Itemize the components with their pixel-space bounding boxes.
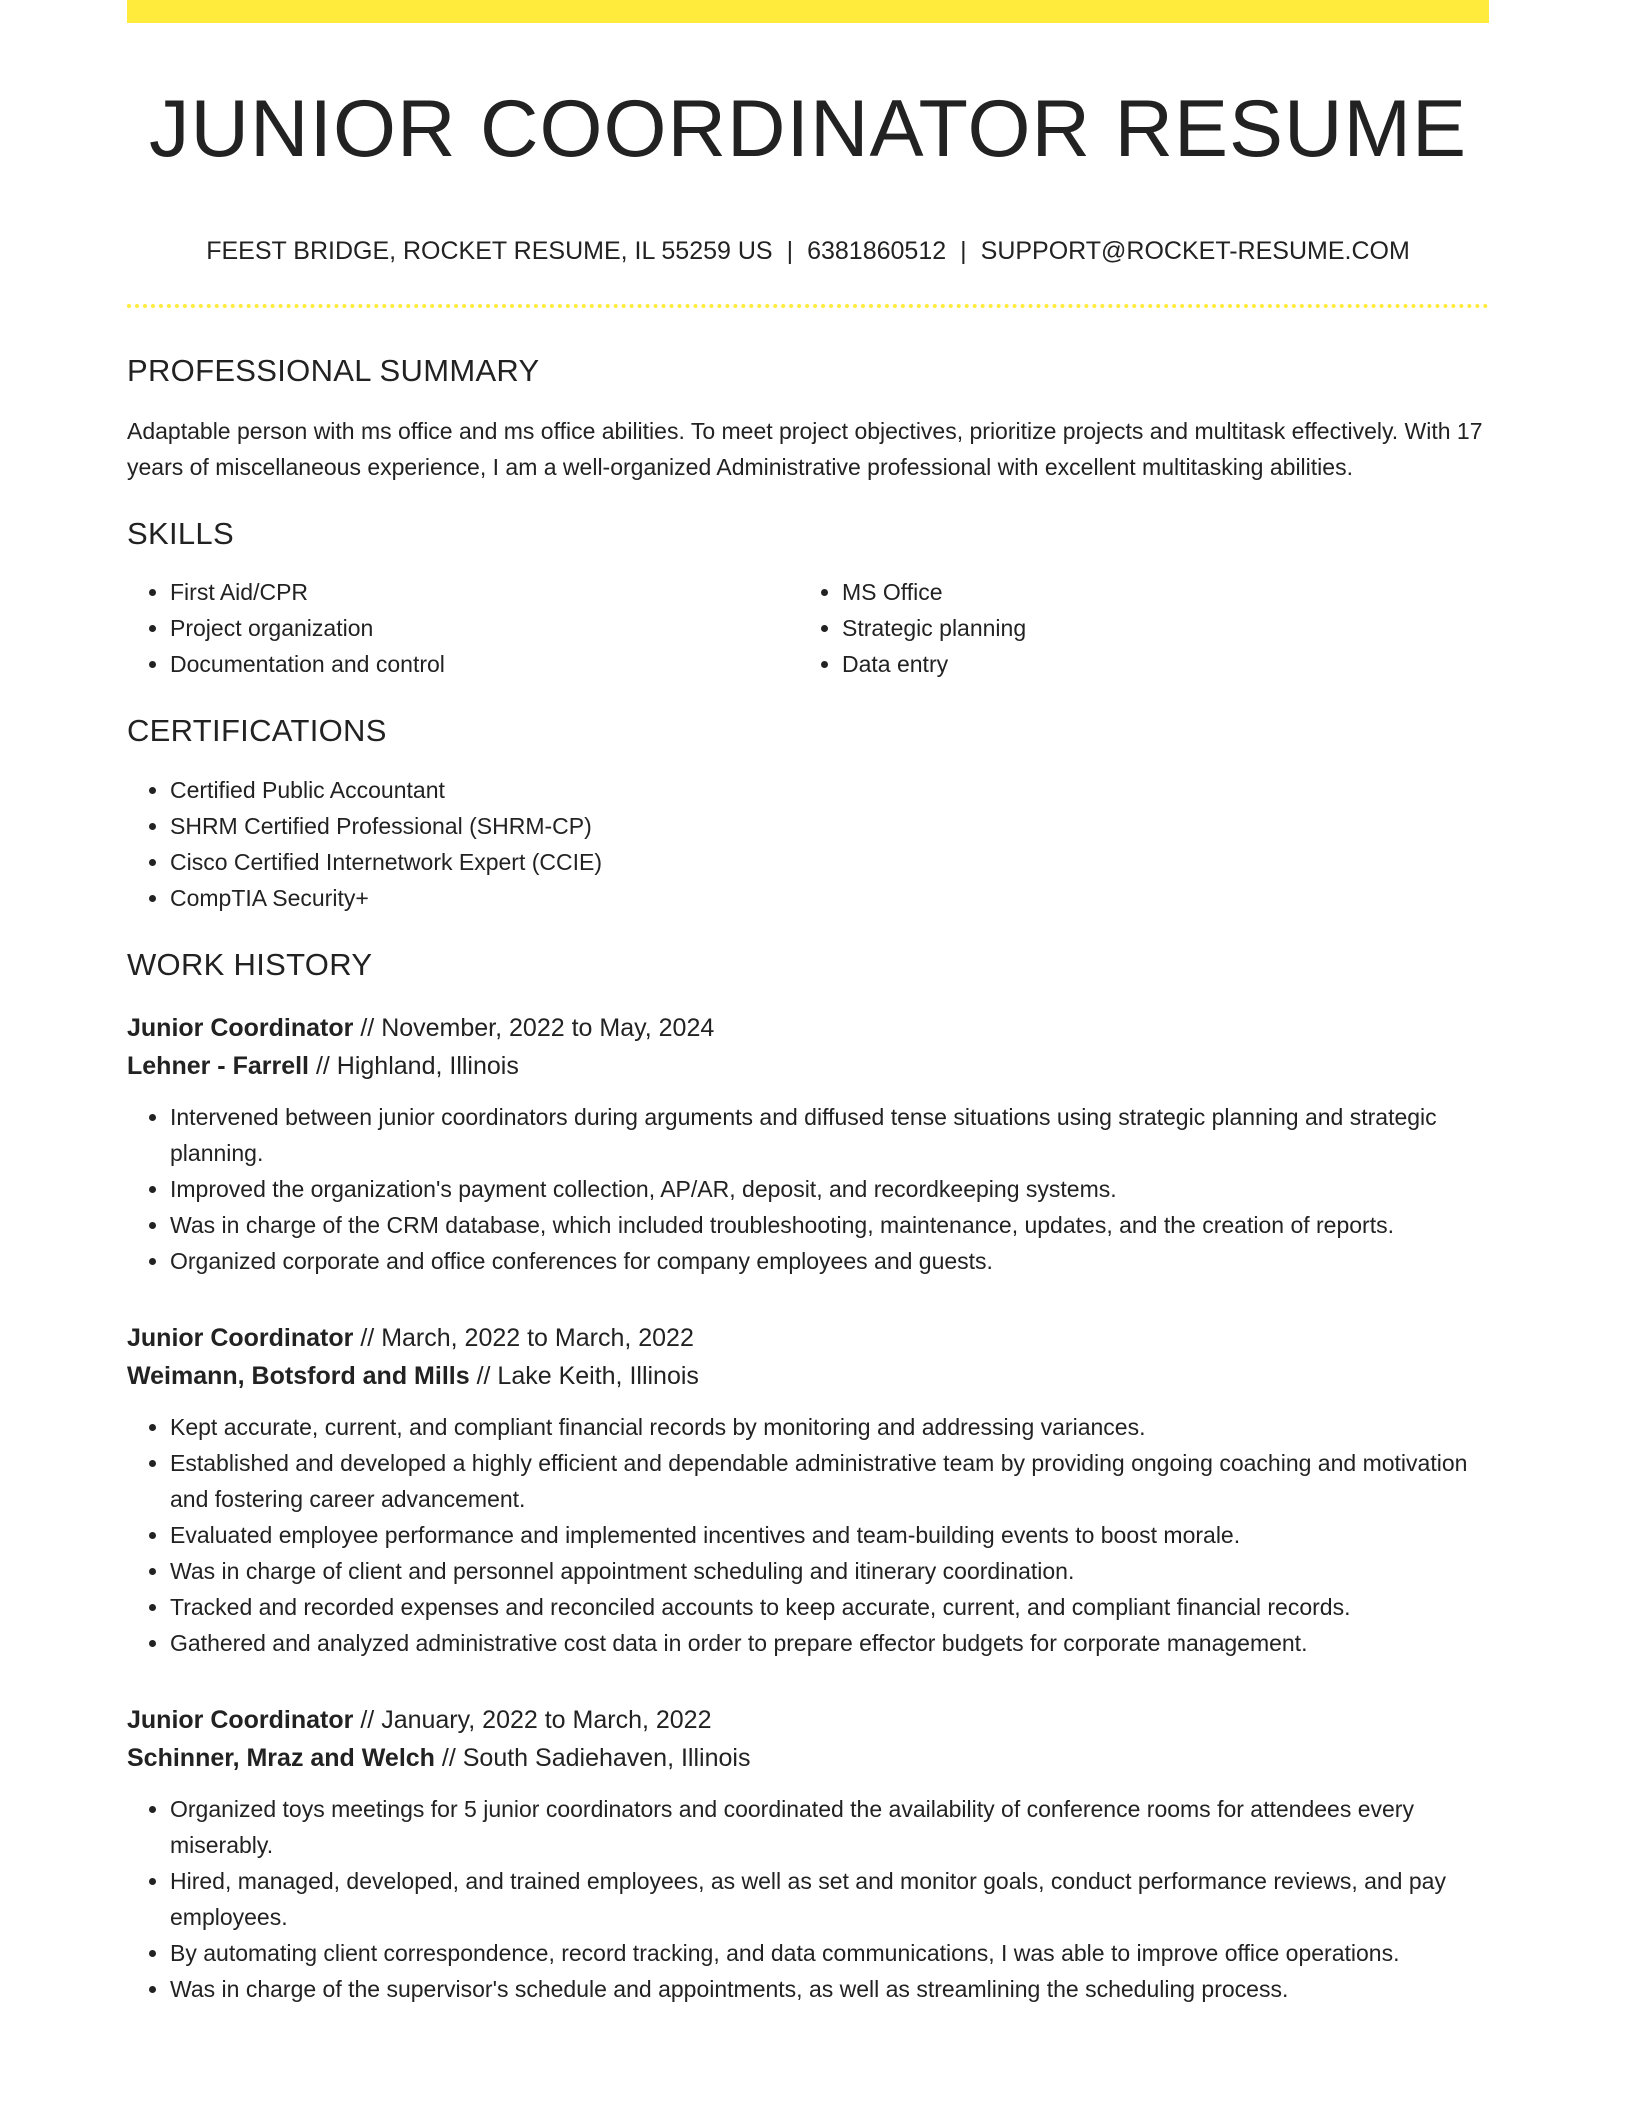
dotted-divider <box>127 304 1489 308</box>
job-location: Highland, Illinois <box>336 1051 519 1080</box>
job-dates: January, 2022 to March, 2022 <box>381 1705 712 1734</box>
contact-email: SUPPORT@ROCKET-RESUME.COM <box>980 237 1410 266</box>
job-title-line <box>127 1009 1489 1047</box>
job-bullet: • Hired, managed, developed, and trained employees, as well as set and monitor goals, conduct performance reviews, and pay employees. <box>170 1863 1489 1935</box>
job-entry <box>127 1319 1489 1661</box>
job-separator: // <box>469 1361 498 1390</box>
job-bullet: • Intervened between junior coordinators during arguments and diffused tense situations using strategic planning and strategic planning. <box>170 1099 1489 1171</box>
contact-separator: | <box>786 237 794 266</box>
job-bullet: • Was in charge of client and personnel appointment scheduling and itinerary coordination. <box>170 1553 1489 1589</box>
job-location: Lake Keith, Illinois <box>497 1361 699 1390</box>
job-dates: March, 2022 to March, 2022 <box>381 1323 694 1352</box>
skills-list-left <box>127 574 799 682</box>
job-bullet: • Improved the organization's payment collection, AP/AR, deposit, and recordkeeping systems. <box>170 1171 1489 1207</box>
job-bullet: • Tracked and recorded expenses and reconciled accounts to keep accurate, current, and compliant financial records. <box>170 1589 1489 1625</box>
job-company-line <box>127 1357 1489 1395</box>
job-dates: November, 2022 to May, 2024 <box>381 1013 715 1042</box>
contact-line <box>127 236 1489 266</box>
job-title: Junior Coordinator <box>127 1323 354 1352</box>
skill-item: • Strategic planning <box>842 610 1471 646</box>
resume-title: JUNIOR COORDINATOR RESUME <box>148 84 1468 174</box>
job-bullets <box>127 1099 1489 1279</box>
job-company: Lehner - Farrell <box>127 1051 309 1080</box>
skills-heading: SKILLS <box>127 516 234 552</box>
job-separator: // <box>309 1051 337 1080</box>
job-separator: // <box>434 1743 463 1772</box>
certifications-list <box>127 772 1489 916</box>
job-company-line <box>127 1739 1489 1777</box>
job-entry <box>127 1701 1489 2007</box>
job-entry <box>127 1009 1489 1279</box>
certification-item: • CompTIA Security+ <box>170 880 1489 916</box>
job-separator: // <box>353 1013 382 1042</box>
job-bullets <box>127 1791 1489 2007</box>
job-bullet: • Organized toys meetings for 5 junior coordinators and coordinated the availability of conference rooms for attendees every miserably. <box>170 1791 1489 1863</box>
job-title-line <box>127 1701 1489 1739</box>
job-company: Weimann, Botsford and Mills <box>127 1361 470 1390</box>
resume-page <box>127 0 1489 2007</box>
certifications-heading: CERTIFICATIONS <box>127 713 387 749</box>
certification-item: • Cisco Certified Internetwork Expert (CCIE) <box>170 844 1489 880</box>
accent-top-bar <box>127 0 1489 23</box>
job-bullet: • By automating client correspondence, record tracking, and data communications, I was able to improve office operations. <box>170 1935 1489 1971</box>
job-separator: // <box>353 1323 382 1352</box>
skill-item: • MS Office <box>842 574 1471 610</box>
job-company-line <box>127 1047 1489 1085</box>
job-bullet: • Kept accurate, current, and compliant financial records by monitoring and addressing variances. <box>170 1409 1489 1445</box>
contact-separator: | <box>960 237 967 266</box>
job-title: Junior Coordinator <box>127 1705 354 1734</box>
job-bullet: • Evaluated employee performance and implemented incentives and team-building events to boost morale. <box>170 1517 1489 1553</box>
skill-item: • Documentation and control <box>170 646 799 682</box>
job-separator: // <box>353 1705 382 1734</box>
certification-item: • Certified Public Accountant <box>170 772 1489 808</box>
job-title: Junior Coordinator <box>127 1013 354 1042</box>
job-bullet: • Organized corporate and office conferences for company employees and guests. <box>170 1243 1489 1279</box>
contact-address: FEEST BRIDGE, ROCKET RESUME, IL 55259 US <box>206 237 773 266</box>
job-bullet: • Gathered and analyzed administrative cost data in order to prepare effector budgets for corporate management. <box>170 1625 1489 1661</box>
skills-grid <box>127 574 1489 682</box>
summary-heading: PROFESSIONAL SUMMARY <box>127 353 540 389</box>
certification-item: • SHRM Certified Professional (SHRM-CP) <box>170 808 1489 844</box>
summary-text: Adaptable person with ms office and ms office abilities. To meet project objectives, prioritize projects and multitask effectively. With 17 years of miscellaneous experience, I am a well-organized Administrative professional with excellent multitasking abilities. <box>127 418 1483 481</box>
job-bullet: • Was in charge of the CRM database, which included troubleshooting, maintenance, updates, and the creation of reports. <box>170 1207 1489 1243</box>
job-bullet: • Established and developed a highly efficient and dependable administrative team by providing ongoing coaching and motivation and fostering career advancement. <box>170 1445 1489 1517</box>
job-title-line <box>127 1319 1489 1357</box>
skills-list-right <box>799 574 1471 682</box>
skill-item: • Data entry <box>842 646 1471 682</box>
skill-item: • First Aid/CPR <box>170 574 799 610</box>
job-location: South Sadiehaven, Illinois <box>462 1743 751 1772</box>
job-company: Schinner, Mraz and Welch <box>127 1743 435 1772</box>
work-history-heading: WORK HISTORY <box>127 946 373 982</box>
job-bullet: • Was in charge of the supervisor's schedule and appointments, as well as streamlining the scheduling process. <box>170 1971 1489 2007</box>
skill-item: • Project organization <box>170 610 799 646</box>
job-bullets <box>127 1409 1489 1661</box>
contact-phone: 6381860512 <box>807 237 947 266</box>
